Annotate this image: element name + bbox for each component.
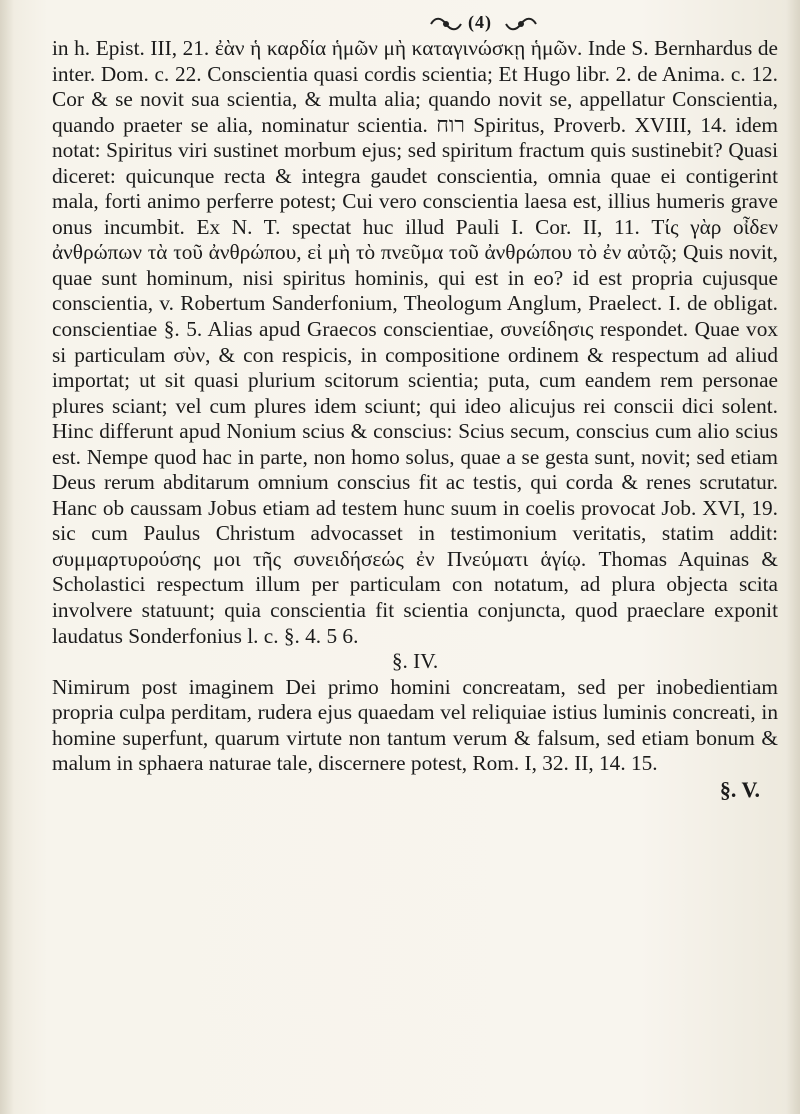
- paragraph: Nimirum post imaginem Dei primo homini concreatam, sed per inobedientiam propria culpa perditam, rudera ejus quaedam vel reliquiae istius luminis concreati, in homine superfunt, quarum virtute non tantum verum & falsum, sed etiam bonum & malum in sphaera naturae tale, discernere potest, Rom. I, 32. II, 14. 15.: [52, 674, 778, 776]
- page-number: (4): [468, 12, 492, 32]
- main-text: [52, 36, 778, 777]
- page-header: [52, 12, 778, 36]
- ornament-icon: [429, 15, 463, 33]
- catchword: §. V.: [719, 776, 760, 802]
- page-edge-shadow-left: [0, 0, 14, 1114]
- section-marker: §. IV.: [391, 649, 439, 674]
- paragraph: in h. Epist. III, 21. ἐὰν ἡ καρδία ἡμῶν μὴ καταγινώσκῃ ἡμῶν. Inde S. Bernhardus de inter. Dom. c. 22. Conscientia quasi cordis scientia; Et Hugo libr. 2. de Anima. c. 12. Cor & se novit sua scientia, & multa alia; quando novit se, appellatur Conscientia, quando praeter se alia, nominatur scientia. רוח Spiritus, Proverb. XVIII, 14. idem notat: Spiritus viri sustinet morbum ejus; sed spiritum fractum quis sustinebit? Quasi diceret: quicunque recta & integra gaudet conscientia, omnia quae ei contigerint mala, forti animo perferre potest; Cui vero conscientia laesa est, illius humeris grave onus incumbit. Ex N. T. spectat huc illud Pauli I. Cor. II, 11. Τίς γὰρ οἶδεν ἀνθρώπων τὰ τοῦ ἀνθρώπου, εἰ μὴ τὸ πνεῦμα τοῦ ἀνθρώπου τὸ ἐν αὐτῷ; Quis novit, quae sunt hominum, nisi spiritus hominis, qui est in eo? id est propria cujusque conscientia, v. Robertum Sanderfonium, Theologum Anglum, Praelect. I. de obligat. conscientiae §. 5. Alias apud Graecos conscientiae, συνείδησις respondet. Quae vox si particulam σὺν, & con respicis, in compositione ordinem & respectum ad aliud importat; ut sit quasi plurium scitorum scientia; puta, cum eandem rem personae plures sciant; vel cum plures idem sciunt; qui ideo alicujus rei conscii dici solent. Hinc differunt apud Nonium scius & conscius: Scius secum, conscius cum alio scius est. Nempe quod hac in parte, non homo solus, quae a se gesta sunt, novit; sed etiam Deus rerum abditarum omnium conscius fit ac testis, qui corda & renes scrutatur. Hanc ob caussam Jobus etiam ad testem hunc suum in coelis provocat Job. XVI, 19. sic cum Paulus Christum advocasset in testimonium veritatis, statim addit: συμμαρτυρούσης μοι τῆς συνειδήσεώς ἐν Πνεύματι ἁγίῳ. Thomas Aquinas & Scholastici respectum illum per particulam con notatum, ad plura objecta scita involvere statuunt; quia conscientia fit scientia conjuncta, quod praeclare exponit laudatus Sonderfonius l. c. §. 4. 5 6.: [52, 36, 778, 648]
- page-edge-shadow-right: [786, 0, 800, 1114]
- ornament-icon: [504, 15, 538, 33]
